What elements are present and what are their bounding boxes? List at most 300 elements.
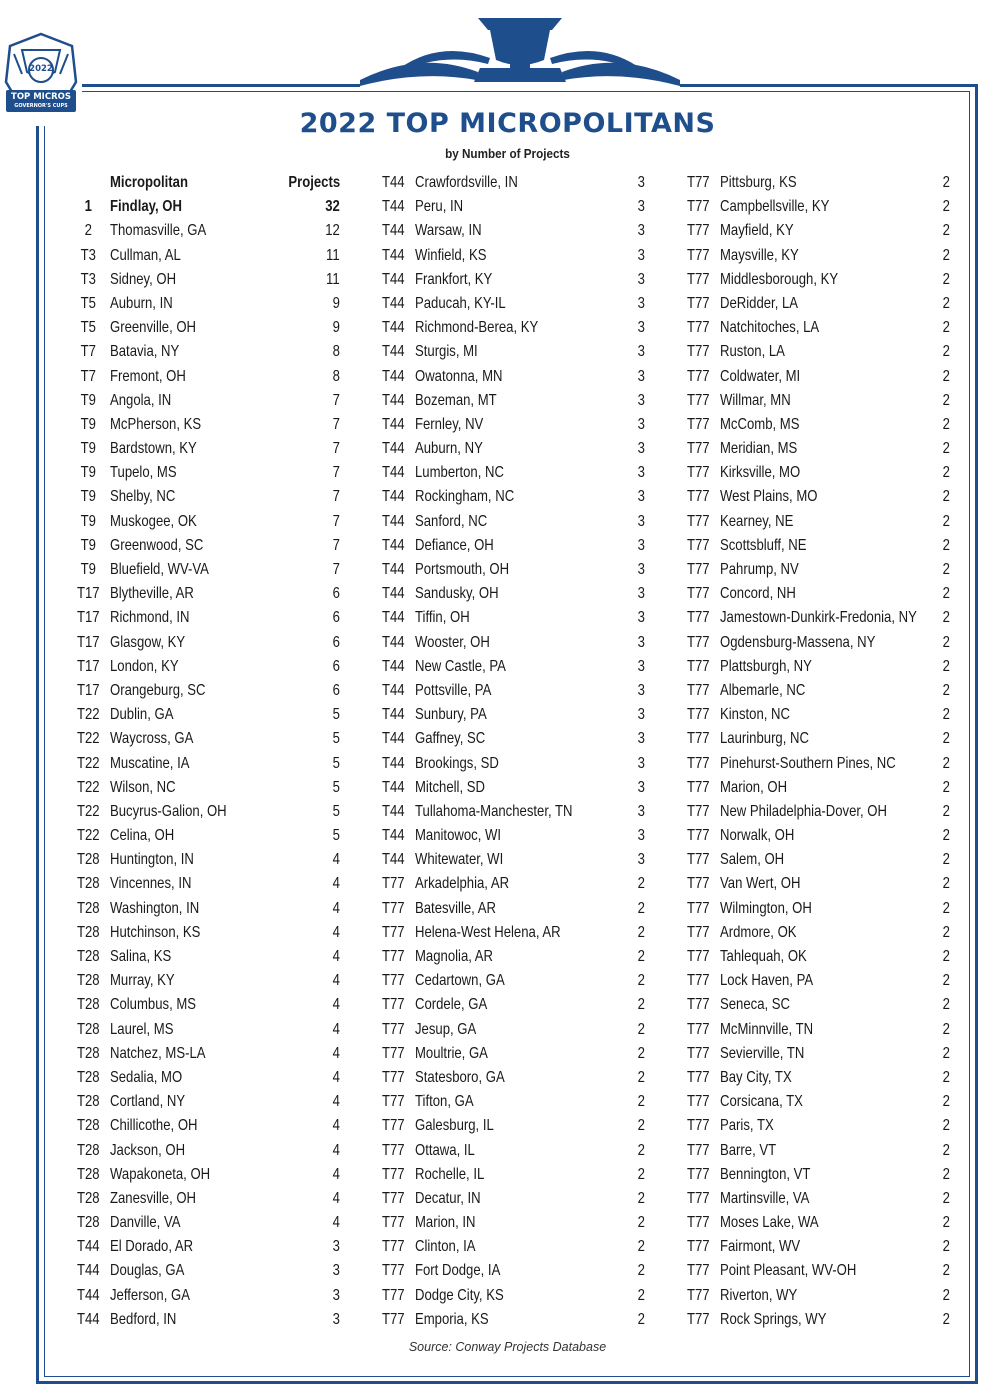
project-count: 2	[942, 1262, 950, 1280]
rank: T77	[686, 464, 710, 482]
rank: T44	[381, 802, 405, 820]
rank: T77	[686, 1093, 710, 1111]
micropolitan-name: Richmond-Berea, KY	[415, 319, 539, 337]
table-row	[76, 340, 340, 364]
micropolitan-name: Sturgis, MI	[415, 343, 478, 361]
micropolitan-name: Warsaw, IN	[415, 222, 482, 240]
table-row	[76, 558, 340, 582]
table-row	[76, 389, 340, 413]
rank: T77	[381, 996, 405, 1014]
rank: T9	[80, 488, 96, 506]
table-row	[381, 244, 645, 268]
micropolitan-name: Bedford, IN	[110, 1310, 177, 1328]
project-count: 3	[637, 730, 645, 748]
project-count: 2	[942, 319, 950, 337]
project-count: 5	[332, 827, 340, 845]
project-count: 2	[637, 1310, 645, 1328]
project-count: 2	[942, 923, 950, 941]
micropolitan-name: Jefferson, GA	[110, 1286, 190, 1304]
rank: T44	[381, 488, 405, 506]
table-row	[381, 171, 645, 195]
project-count: 3	[637, 391, 645, 409]
rank: T77	[381, 1310, 405, 1328]
rank: T77	[686, 1068, 710, 1086]
table-row	[686, 1187, 950, 1211]
project-count: 6	[332, 633, 340, 651]
micropolitan-name: Manitowoc, WI	[415, 827, 502, 845]
table-row	[381, 389, 645, 413]
project-count: 7	[332, 391, 340, 409]
table-row	[76, 292, 340, 316]
rank: T44	[76, 1310, 100, 1328]
micropolitan-name: El Dorado, AR	[110, 1238, 194, 1256]
table-row	[686, 340, 950, 364]
micropolitan-name: Owatonna, MN	[415, 367, 503, 385]
micropolitan-name: Wilson, NC	[110, 778, 176, 796]
rank: T44	[381, 270, 405, 288]
table-row	[381, 872, 645, 896]
micropolitan-name: Wapakoneta, OH	[110, 1165, 211, 1183]
micropolitan-name: Batesville, AR	[415, 899, 496, 917]
micropolitan-name: Cedartown, GA	[415, 972, 505, 990]
rank: T77	[381, 1262, 405, 1280]
rank: T44	[76, 1238, 100, 1256]
table-row	[76, 727, 340, 751]
project-count: 4	[332, 875, 340, 893]
project-count: 2	[942, 633, 950, 651]
table-row	[76, 752, 340, 776]
rank: T44	[381, 367, 405, 385]
micropolitan-name: Tullahoma-Manchester, TN	[415, 802, 573, 820]
table-row	[381, 195, 645, 219]
table-row	[76, 1042, 340, 1066]
rank: T28	[76, 1141, 100, 1159]
table-row	[686, 776, 950, 800]
project-count: 2	[637, 1068, 645, 1086]
micropolitan-name: Portsmouth, OH	[415, 561, 510, 578]
rank: T44	[381, 778, 405, 796]
micropolitan-name: Van Wert, OH	[720, 875, 801, 893]
table-row	[76, 921, 340, 945]
project-count: 3	[637, 536, 645, 554]
micropolitan-name: Concord, NH	[720, 585, 796, 603]
project-count: 6	[332, 609, 340, 627]
project-count: 11	[326, 270, 340, 288]
project-count: 2	[942, 391, 950, 409]
micropolitan-name: Wooster, OH	[415, 633, 490, 651]
table-row	[686, 703, 950, 727]
project-count: 2	[942, 1117, 950, 1135]
table-row	[381, 316, 645, 340]
micropolitan-name: Jesup, GA	[415, 1020, 477, 1038]
table-row	[686, 558, 950, 582]
project-count: 2	[942, 1068, 950, 1086]
rank: T28	[76, 1165, 100, 1183]
table-row	[686, 969, 950, 993]
rank: T77	[686, 1189, 710, 1207]
rank: T28	[76, 875, 100, 893]
project-count: 4	[332, 1189, 340, 1207]
table-row	[686, 631, 950, 655]
project-count: 2	[942, 415, 950, 433]
table-row	[686, 1284, 950, 1308]
project-count: 5	[332, 706, 340, 724]
project-count: 2	[942, 536, 950, 554]
rank: T44	[381, 730, 405, 748]
rank: T77	[381, 899, 405, 917]
micropolitan-name: Waycross, GA	[110, 730, 194, 748]
table-row	[686, 1235, 950, 1259]
project-count: 4	[332, 899, 340, 917]
table-row	[686, 679, 950, 703]
table-row	[381, 340, 645, 364]
project-count: 4	[332, 996, 340, 1014]
project-count: 5	[332, 730, 340, 748]
table-row	[686, 921, 950, 945]
rank: T44	[76, 1286, 100, 1304]
project-count: 5	[332, 778, 340, 796]
table-row	[381, 582, 645, 606]
table-row	[686, 1308, 950, 1332]
table-row	[381, 485, 645, 509]
table-row	[381, 945, 645, 969]
table-row	[686, 1211, 950, 1235]
micropolitan-name: Meridian, MS	[720, 440, 798, 458]
rank: T17	[76, 585, 100, 603]
project-count: 2	[637, 948, 645, 965]
table-row	[76, 1259, 340, 1283]
project-count: 7	[332, 440, 340, 458]
project-count: 2	[637, 1044, 645, 1062]
rank: T44	[381, 827, 405, 845]
micropolitan-name: Tupelo, MS	[110, 464, 177, 482]
rank: T44	[381, 391, 405, 409]
project-count: 3	[637, 802, 645, 820]
rank: T5	[80, 294, 96, 312]
micropolitan-name: Riverton, WY	[720, 1286, 798, 1304]
micropolitan-name: Crawfordsville, IN	[415, 174, 518, 191]
rank: T77	[686, 1262, 710, 1280]
rank: T3	[80, 270, 96, 288]
project-count: 3	[332, 1286, 340, 1304]
project-count: 4	[332, 1141, 340, 1159]
rank: T77	[686, 996, 710, 1014]
table-row	[76, 365, 340, 389]
project-count: 12	[325, 222, 340, 240]
rank: T77	[686, 1020, 710, 1038]
rank: T77	[686, 343, 710, 361]
source-note: Source: Conway Projects Database	[408, 1340, 607, 1354]
micropolitan-name: Moultrie, GA	[415, 1044, 488, 1062]
table-row	[686, 897, 950, 921]
table-row	[76, 606, 340, 630]
table-row	[686, 171, 950, 195]
rank: T77	[381, 1286, 405, 1304]
table-row	[686, 727, 950, 751]
project-count: 2	[637, 1117, 645, 1135]
rank: T17	[76, 609, 100, 627]
project-count: 3	[637, 633, 645, 651]
badge-year: 2022	[29, 64, 53, 74]
table-row	[381, 1018, 645, 1042]
micropolitan-name: Zanesville, OH	[110, 1189, 197, 1207]
rank: T22	[76, 754, 100, 772]
project-count: 2	[637, 1093, 645, 1111]
rank: T44	[381, 343, 405, 361]
micropolitan-name: Clinton, IA	[415, 1238, 476, 1256]
project-count: 8	[332, 367, 340, 385]
rank: T77	[686, 875, 710, 893]
project-count: 6	[332, 585, 340, 603]
micropolitan-name: Auburn, NY	[415, 440, 483, 458]
project-count: 3	[332, 1238, 340, 1256]
table-row	[381, 461, 645, 485]
table-row	[381, 655, 645, 679]
micropolitan-name: Fremont, OH	[110, 367, 186, 385]
micropolitan-name: Ogdensburg-Massena, NY	[720, 633, 876, 651]
badge-line1: TOP MICROS	[11, 92, 71, 102]
project-count: 2	[942, 561, 950, 578]
micropolitan-name: Decatur, IN	[415, 1189, 481, 1207]
micropolitan-name: DeRidder, LA	[720, 294, 799, 312]
table-row	[686, 993, 950, 1017]
project-count: 2	[942, 948, 950, 965]
micropolitan-name: Moses Lake, WA	[720, 1214, 819, 1232]
rank: T28	[76, 899, 100, 917]
project-count: 3	[637, 681, 645, 699]
micropolitan-name: McMinnville, TN	[720, 1020, 814, 1038]
cup-ornament-icon	[360, 10, 680, 90]
project-count: 2	[942, 343, 950, 361]
rank: T44	[381, 681, 405, 699]
project-count: 2	[942, 875, 950, 893]
table-row	[686, 195, 950, 219]
rank: T28	[76, 1093, 100, 1111]
table-row	[76, 631, 340, 655]
project-count: 3	[637, 319, 645, 337]
project-count: 3	[637, 198, 645, 216]
rank: T44	[381, 585, 405, 603]
micropolitan-name: Huntington, IN	[110, 851, 194, 869]
table-row	[381, 534, 645, 558]
rank: T77	[686, 633, 710, 651]
rank: T44	[381, 657, 405, 675]
micropolitan-name: Statesboro, GA	[415, 1068, 505, 1086]
micropolitan-name: Bluefield, WV-VA	[110, 561, 209, 578]
project-count: 3	[637, 294, 645, 312]
micropolitan-name: Albemarle, NC	[720, 681, 806, 699]
table-row	[76, 945, 340, 969]
project-count: 3	[332, 1310, 340, 1328]
rank: T77	[686, 972, 710, 990]
table-row	[686, 292, 950, 316]
rank: T77	[686, 536, 710, 554]
rank: T44	[381, 754, 405, 772]
micropolitan-name: Auburn, IN	[110, 294, 173, 312]
table-row	[76, 824, 340, 848]
cup-ornament	[360, 10, 680, 90]
micropolitan-name: Wilmington, OH	[720, 899, 812, 917]
table-row	[686, 1139, 950, 1163]
project-count: 7	[332, 536, 340, 554]
rank: T77	[381, 1068, 405, 1086]
rank: T22	[76, 778, 100, 796]
table-row	[76, 1090, 340, 1114]
micropolitan-name: Bozeman, MT	[415, 391, 497, 409]
micropolitan-name: Batavia, NY	[110, 343, 180, 361]
table-row	[76, 679, 340, 703]
micropolitan-name: Sidney, OH	[110, 270, 177, 288]
project-count: 2	[637, 1214, 645, 1232]
table-row	[76, 1018, 340, 1042]
project-count: 3	[637, 174, 645, 191]
table-row	[686, 872, 950, 896]
micropolitan-name: Sevierville, TN	[720, 1044, 805, 1062]
micropolitan-name: London, KY	[110, 657, 179, 675]
table-row	[76, 582, 340, 606]
rank: T44	[381, 174, 405, 191]
rank: T77	[686, 1214, 710, 1232]
rank: T17	[76, 681, 100, 699]
project-count: 2	[637, 996, 645, 1014]
project-count: 2	[942, 1093, 950, 1111]
micropolitan-name: Kinston, NC	[720, 706, 791, 724]
micropolitan-name: Martinsville, VA	[720, 1189, 810, 1207]
rank: T77	[686, 778, 710, 796]
micropolitan-name: Kearney, NE	[720, 512, 794, 530]
project-count: 2	[942, 246, 950, 264]
project-count: 4	[332, 1214, 340, 1232]
rank: T22	[76, 730, 100, 748]
project-count: 2	[942, 488, 950, 506]
rank: T77	[381, 1020, 405, 1038]
table-row	[76, 316, 340, 340]
ranking-column-1	[76, 171, 340, 1332]
micropolitan-name: Bardstown, KY	[110, 440, 197, 458]
micropolitan-name: Norwalk, OH	[720, 827, 795, 845]
rank: T77	[381, 972, 405, 990]
project-count: 2	[942, 1238, 950, 1256]
table-row	[686, 752, 950, 776]
rank: T77	[381, 1093, 405, 1111]
project-count: 2	[942, 899, 950, 917]
rank: T77	[686, 561, 710, 578]
project-count: 3	[637, 440, 645, 458]
project-count: 2	[637, 875, 645, 893]
header-micropolitan: Micropolitan	[110, 174, 188, 191]
project-count: 3	[637, 512, 645, 530]
rank: T28	[76, 996, 100, 1014]
micropolitan-name: Coldwater, MI	[720, 367, 801, 385]
rank: T77	[686, 488, 710, 506]
rank: T9	[80, 561, 96, 578]
micropolitan-name: Sandusky, OH	[415, 585, 499, 603]
micropolitan-name: Richmond, IN	[110, 609, 190, 627]
project-count: 3	[637, 464, 645, 482]
micropolitan-name: Pinehurst-Southern Pines, NC	[720, 754, 896, 772]
micropolitan-name: Columbus, MS	[110, 996, 197, 1014]
rank: T77	[686, 948, 710, 965]
rank: T77	[686, 294, 710, 312]
table-row	[381, 993, 645, 1017]
table-row	[76, 1163, 340, 1187]
table-row	[381, 437, 645, 461]
micropolitan-name: Tiffin, OH	[415, 609, 470, 627]
table-row	[76, 219, 340, 243]
table-row	[381, 800, 645, 824]
project-count: 2	[942, 730, 950, 748]
rank: T22	[76, 827, 100, 845]
table-row	[381, 413, 645, 437]
project-count: 2	[637, 1020, 645, 1038]
rank: T77	[686, 802, 710, 820]
project-count: 6	[332, 657, 340, 675]
rank: T77	[686, 899, 710, 917]
micropolitan-name: Plattsburgh, NY	[720, 657, 812, 675]
micropolitan-name: Middlesborough, KY	[720, 270, 839, 288]
rank: T9	[80, 440, 96, 458]
rank: T9	[80, 391, 96, 409]
project-count: 2	[637, 1238, 645, 1256]
micropolitan-name: Fort Dodge, IA	[415, 1262, 501, 1280]
rank: T44	[381, 609, 405, 627]
project-count: 2	[942, 778, 950, 796]
project-count: 2	[942, 270, 950, 288]
micropolitan-name: Sedalia, MO	[110, 1068, 183, 1086]
rank: T77	[686, 1141, 710, 1159]
micropolitan-name: Sanford, NC	[415, 512, 488, 530]
table-row	[381, 606, 645, 630]
rank: T77	[381, 1141, 405, 1159]
micropolitan-name: Barre, VT	[720, 1141, 777, 1159]
table-row	[686, 1018, 950, 1042]
table-row	[76, 897, 340, 921]
table-row	[381, 1114, 645, 1138]
project-count: 2	[637, 899, 645, 917]
micropolitan-name: Muskogee, OK	[110, 512, 197, 530]
project-count: 2	[942, 585, 950, 603]
rank: T28	[76, 948, 100, 965]
micropolitan-name: Greenville, OH	[110, 319, 197, 337]
rank: T77	[381, 875, 405, 893]
table-row	[686, 268, 950, 292]
rank: T77	[686, 391, 710, 409]
rank: T44	[381, 536, 405, 554]
rank: T3	[80, 246, 96, 264]
rank: T77	[686, 174, 710, 191]
project-count: 2	[942, 222, 950, 240]
rank: T77	[686, 585, 710, 603]
badge-line2: GOVERNOR'S CUPS	[14, 103, 68, 109]
rank: T5	[80, 319, 96, 337]
table-row	[76, 510, 340, 534]
micropolitan-name: Natchez, MS-LA	[110, 1044, 206, 1062]
table-row	[76, 800, 340, 824]
table-row	[381, 1308, 645, 1332]
table-row	[381, 848, 645, 872]
project-count: 2	[942, 464, 950, 482]
micropolitan-name: Corsicana, TX	[720, 1093, 803, 1111]
rank: T9	[80, 464, 96, 482]
micropolitan-name: Maysville, KY	[720, 246, 799, 264]
micropolitan-name: Peru, IN	[415, 198, 464, 216]
rank: T77	[686, 1165, 710, 1183]
rank: T77	[381, 1189, 405, 1207]
micropolitan-name: McComb, MS	[720, 415, 800, 433]
rank: T9	[80, 536, 96, 554]
micropolitan-name: New Castle, PA	[415, 657, 506, 675]
micropolitan-name: Tifton, GA	[415, 1093, 474, 1111]
